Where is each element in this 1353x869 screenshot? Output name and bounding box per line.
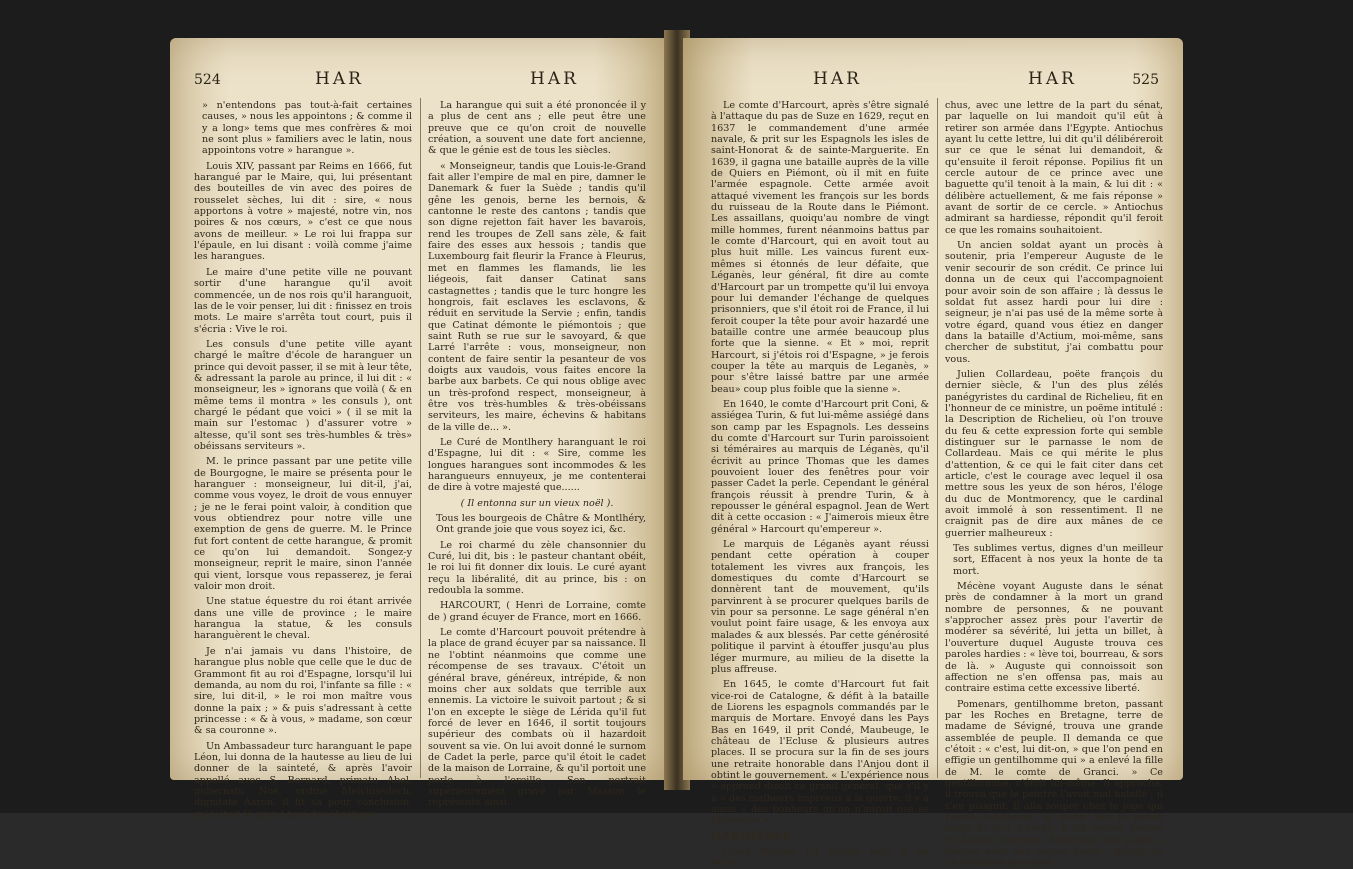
paragraph: En 1640, le comte d'Harcourt prit Coni, & assiégea Turin, & fut lui-même assiégé dans son camp par les Espagnols. Les desseins du comte d'Harcourt sur Turin paroissoient si téméraires au marquis de Léganès, qu'il écrivit au prince Thomas que les dames pouvoient louer des fenêtres pour voir passer Cadet la perle. Cependant le général françois réussit à prendre Turin, & à repousser le général espagnol. Jean de Wert dit à cette occasion : « J'aimerois mieux être général » Harcourt qu'empereur ». xyxy=(711,398,929,535)
paragraph: Un ancien soldat ayant un procès à soutenir, pria l'empereur Auguste de le venir secourir de son crédit. Ce prince lui donna un de ceux qui l'accompagnoient pour avoir soin de son affaire ; là dessus le soldat fut assez hardi pour lui dire : seigneur, je n'ai pas usé de la même sorte à votre égard, quand vous étiez en danger dans la bataille d'Actium, moi-même, sans chercher de substitut, j'ai combattu pour vous. xyxy=(945,240,1163,365)
right-page xyxy=(683,38,1183,869)
paragraph: Mécène voyant Auguste dans le sénat près de condamner à la mort un grand nombre de personnes, & ne pouvant s'approcher assez près pour l'avertir de modérer sa sévérité, lui jetta un billet, à l'ouverture duquel Auguste trouva ces paroles hardies : « lève toi, bourreau, & sors de là. » Auguste qui connoissoit son affection ne s'en offensa pas, mais au contraire estima cette excessive liberté. xyxy=(945,581,1163,695)
article-heading: HARDIESSE. xyxy=(711,829,797,842)
paragraph: Le marquis de Léganès ayant réussi pendant cette opération à couper totalement les vivres aux françois, les domestiques du comte d'Harcourt se donnèrent tant de mouvement, qu'ils parvinrent à se procurer quelques barils de vin pour sa personne. Le sage général n'en voulut point faire usage, & les envoya aux malades & aux blessés. Par cette générosité politique il parvint à étouffer jusqu'au plus léger murmure, au milieu de la disette la plus affreuse. xyxy=(711,539,929,675)
paragraph: Le comte d'Harcourt, après s'être signalé à l'attaque du pas de Suze en 1629, reçut en 1637 le commandement d'une armée navale, & prit sur les Espagnols les isles de saint-Honorat & de sainte-Marguerite. En 1639, il gagna une bataille auprès de la ville de Quiers en Piémont, où il mit en fuite l'armée espagnole. Cette armée avoit attaqué vivement les françois sur les bords du ruisseau de la Route dans le Piémont. Les assaillans, quoiqu'au nombre de vingt mille hommes, furent néanmoins battus par le comte d'Harcourt, qui en avoit tout au plus huit mille. Les vaincus furent eux-mêmes si étonnés de leur défaite, que Léganès, leur général, fit dire au comte d'Harcourt par un trompette qu'il lui envoya pour lui demander l'échange de quelques prisonniers, que s'il étoit roi de France, il lui feroit couper la tête pour avoir hazardé une bataille contre une armée beaucoup plus forte que la sienne. « Et » moi, reprit Harcourt, si j'étois roi d'Espagne, » je ferois couper la tête au marquis de Leganès, » pour s'être laissé battre par une armée beau» coup plus foible que la sienne ». xyxy=(711,100,929,395)
paragraph: Caius Popilius fut envoyé vers le roi Antio- xyxy=(711,846,929,869)
paragraph: Le Curé de Montlhery haranguant le roi d'Espagne, lui dit : « Sire, comme les longues harangues sont incommodes & les harangueurs ennuyeux, je me contenterai de dire à votre majesté que...... xyxy=(428,436,646,494)
left-page-header xyxy=(170,68,670,92)
paragraph: Le maire d'une petite ville ne pouvant sortir d'une harangue qu'il avoit commencée, un de nos rois qu'il haranguoit, las de le voir penser, lui dit : finissez en trois mots. Le maire s'arrêta tout court, puis il s'écria : Vive le roi. xyxy=(194,266,412,335)
paragraph: En 1645, le comte d'Harcourt fut fait vice-roi de Catalogne, & défit à la bataille de Liorens les espagnols commandés par le marquis de Mortare. Envoyé dans les Pays Bas en 1649, il prit Condé, Maubeuge, le château de l'Ecluse & plusieurs autres places. Il se procura sur la fin de ses jours une retraite honorable dans l'Anjou dont il obtint le gouvernement. « L'expérience nous » apprend disoit ce grand général, que s'il y a » des malheurs imprévus à la guerre, il y a aussi » des bonheurs qu'on n'auroit osé se promettre ». xyxy=(711,679,929,827)
paragraph: « Monseigneur, tandis que Louis-le-Grand fait aller l'empire de mal en pire, damner le Danemark & fuer la Suède ; tandis qu'il gêne les genois, berne les bernois, & cantonne le reste des cantons ; tandis que son digne rejetton fait haver les bavarois, rend les troupes de Zell sans zèle, & fait faire des esses aux hessois ; tandis que Luxembourg fait fleurir la France à Fleurus, met en flammes les flamands, lie les liégeois, fait danser Catinat sans castagnettes ; tandis que le turc hongre les hongrois, fait esclaves les esclavons, & réduit en servitude la Servie ; enfin, tandis que Catinat démonte le piémontois ; que saint Ruth se rue sur le savoyard, & que Larré l'arrête : vous, monseigneur, non content de faire sentir la pesanteur de vos doigts aux vaudois, vous faites encore la barbe aux barbets. Ce qui nous oblige avec un très-profond respect, monseigneur, à être vos très-humbles & très-obéissans serviteurs, les maire, échevins & habitans de la ville de... ». xyxy=(428,160,646,433)
paragraph: ( Il entonna sur un vieux noël ). xyxy=(460,497,614,509)
paragraph: Le comte d'Harcourt pouvoit prétendre à la place de grand écuyer par sa naissance. Il ne l'obtint néanmoins que comme une récompense de ses travaux. C'étoit un général brave, généreux, intrépide, & non moins cher aux soldats que terrible aux ennemis. La victoire le suivoit partout ; & si l'on en excepte le siège de Lérida qu'il fut forcé de lever en 1646, il sortit toujours supérieur des combats où il hazardoit souvent sa vie. On lui avoit donné le surnom de Cadet la perle, parce qu'il étoit le cadet de la maison de Lorraine, & qu'il portoit une perle à l'oreille. Son portrait supérieurement gravé par Masson le représente ainsi. xyxy=(428,627,646,809)
running-headword: HAR xyxy=(813,69,862,89)
paragraph: HARCOURT, ( Henri de Lorraine, comte de ) grand écuyer de France, mort en 1666. xyxy=(428,600,646,623)
running-headword: HAR xyxy=(530,69,579,89)
paragraph: Un Ambassadeur turc haranguant le pape Léon, lui donna de la hautesse au lieu de lui donner de la sainteté, & après l'avoir appellé avec S. Bernard, primatu Abel, gubernatu Noé, ordine Melchisédech, dignitate Aaron, il fit sa pour conclusion, qu'il étoit le grand turc des chrétiens. xyxy=(194,740,412,820)
paragraph: Les consuls d'une petite ville ayant chargé le maître d'école de haranguer un prince qui devoit passer, il se mit à leur tête, & adressant la parole au prince, il lui dit : « monseigneur, les » ignorans que voilà ( & en même tems il montra » les consuls ), ont chargé le pédant que voici » ( il se mit la main sur l'estomac ) d'assurer votre » altesse, qu'il sont ses très-humbles & très» obéissans serviteurs ». xyxy=(194,338,412,452)
paragraph: Je n'ai jamais vu dans l'histoire, de harangue plus noble que celle que le duc de Grammont fit au roi d'Espagne, lorsqu'il lui demanda, au nom du roi, l'infante sa fille : « sire, lui dit-il, » le roi mon maître vous donne la paix ; » & puis s'adressant à cette princesse : « & à vous, » madame, son cœur & sa couronne ». xyxy=(194,645,412,737)
paragraph: Louis XIV, passant par Reims en 1666, fut harangué par le Maire, qui, lui présentant des bouteilles de vin avec des poires de rousselet sèches, lui dit : sire, « nous apportons à votre » majesté, notre vin, nos poires & nos cœurs, » c'est ce que nous avons de meilleur. » Le roi lui frappa sur l'épaule, en lui disant : voilà comme j'aime les harangues. xyxy=(194,160,412,263)
running-headword: HAR xyxy=(1028,69,1077,89)
paragraph: » n'entendons pas tout-à-fait certaines causes, » nous les appointons ; & comme il y a long» tems que mes confrères & moi ne sont plus » familiers avec le latin, nous appointons votre » harangue ». xyxy=(202,100,412,157)
right-page-header xyxy=(683,68,1183,92)
paragraph: Tes sublimes vertus, dignes d'un meilleur sort, Effacent à nos yeux la honte de ta mort. xyxy=(953,543,1163,577)
text-column xyxy=(945,100,1163,869)
page-number: 524 xyxy=(194,72,221,88)
paragraph: Le roi charmé du zèle chansonnier du Curé, lui dit, bis : le pasteur chantant obéit, le roi lui fit donner dix louis. Le curé ayant reçu la libéralité, dit au prince, bis : on redoubla la somme. xyxy=(428,539,646,597)
text-column xyxy=(711,100,929,869)
paragraph: Tous les bourgeois de Châtre & Montlhéry, Ont grande joie que vous soyez ici, &c. xyxy=(436,513,646,536)
paragraph: La harangue qui suit a été prononcée il y a plus de cent ans ; elle peut être une preuve que ce qu'on croit de nouvelle création, a souvent une date fort ancienne, & que le génie est de tous les siècles. xyxy=(428,100,646,157)
text-column xyxy=(194,100,412,820)
column-rule xyxy=(420,98,421,778)
left-page xyxy=(170,38,670,820)
column-rule xyxy=(937,98,938,778)
paragraph: chus, avec une lettre de la part du sénat, par laquelle on lui mandoit qu'il eût à retirer son armée dans l'Egypte. Antiochus ayant lu cette lettre, lui dit qu'il délibéreroit sur ce que le sénat lui demandoit, & qu'ensuite il feroit réponse. Popilius fit un cercle autour de ce prince avec une baguette qu'il tenoit à la main, & lui dit : « délibère actuellement, & me fais réponse » avant de sortir de ce cercle. » Antiochus admirant sa hardiesse, répondit qu'il feroit ce que les romains souhaitoient. xyxy=(945,100,1163,236)
paragraph: Pomenars, gentilhomme breton, passant par les Roches en Bretagne, terre de madame de Sévigné, trouva une grande assemblée de peuple. Il demanda ce que c'étoit : « c'est, lui dit-on, » que l'on pend en effigie un gentilhomme qui » a enlevé la fille de M. le comte de Granci. » Ce gentilhomme, c'étoit lui-même. Il approcha, il trouva que le peintre l'avoit mal habillé ; il s'en plaignit. Il alla souper chez le juge qui l'avoit condamné, & partit dès le grand matin le jour d'après. Il fut encore accusé de fausse monnoie. Sollicitant ses Juges à Rennes avec une longue barbe ; quelqu'un lui demanda pourquoi xyxy=(945,698,1163,869)
running-headword: HAR xyxy=(315,69,364,89)
paragraph: M. le prince passant par une petite ville de Bourgogne, le maire se présenta pour le haranguer : monseigneur, lui dit-il, j'ai, comme vous voyez, le droit de vous ennuyer ; je ne le ferai point valoir, à condition que vous obtiendrez pour notre ville une exemption de gens de guerre. M. le Prince fut fort content de cette harangue, & promit ce qu'on lui demandoit. Songez-y monseigneur, reprit le maire, sinon l'année qui vient, lorsque vous repasserez, je ferai valoir mon droit. xyxy=(194,456,412,593)
page-number: 525 xyxy=(1132,72,1159,88)
text-column xyxy=(428,100,646,809)
paragraph: Julien Collardeau, poëte françois du dernier siècle, & l'un des plus zélés panégyristes du cardinal de Richelieu, fit en l'honneur de ce ministre, un poëme intitulé : la Description de Richelieu, où l'on trouve du feu & cette expression forte qui semble distinguer sur le parnasse le nom de Collardeau. Mais ce qui mérite le plus d'attention, & ce qui le fait citer dans cet article, c'est le courage avec lequel il osa mettre sous les yeux de son héros, l'éloge du duc de Montmorency, que le cardinal avoit immolé à son ressentiment. Il ne craignit pas de dire aux mânes de ce guerrier malheureux : xyxy=(945,368,1163,539)
paragraph: Une statue équestre du roi étant arrivée dans une ville de province ; le maire harangua la statue, & les consuls haranguèrent le cheval. xyxy=(194,596,412,642)
